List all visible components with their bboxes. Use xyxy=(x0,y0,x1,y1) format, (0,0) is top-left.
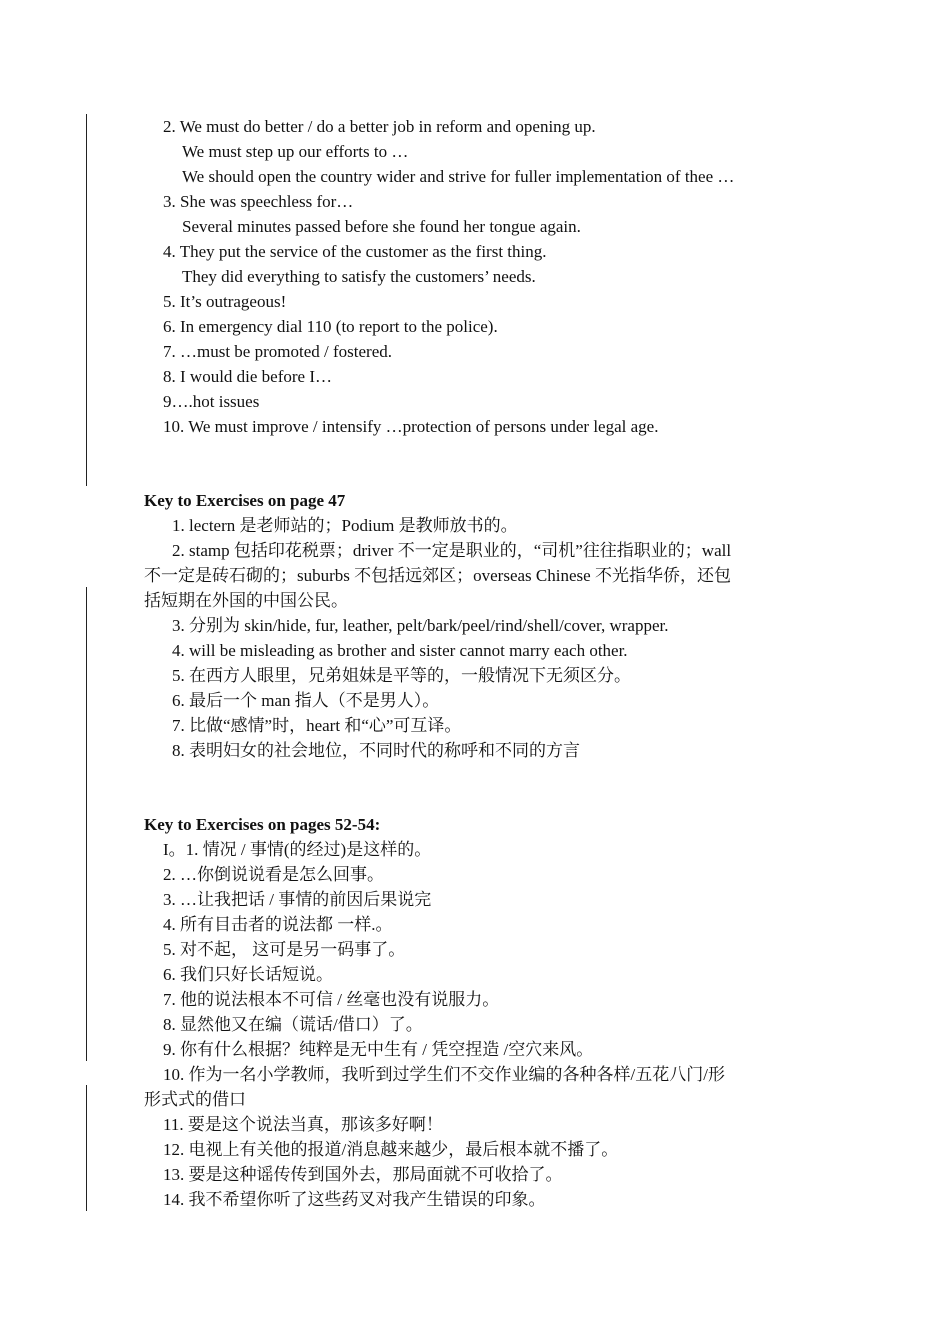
list-item: 8. I would die before I… xyxy=(163,367,333,386)
list-item: 6. 最后一个 man 指人（不是男人）。 xyxy=(172,691,440,710)
list-item: 不一定是砖石砌的；suburbs 不包括远郊区；overseas Chinese 不光指华侨，还包 xyxy=(144,566,731,585)
list-item: 2. stamp 包括印花税票；driver 不一定是职业的，“司机”往往指职业的；wall xyxy=(172,541,732,560)
list-item: They did everything to satisfy the customers’ needs. xyxy=(182,267,536,286)
section-heading: Key to Exercises on pages 52-54: xyxy=(144,815,381,834)
list-item: 5. 在西方人眼里，兄弟姐妹是平等的，一般情况下无须区分。 xyxy=(172,666,631,685)
list-item: We should open the country wider and strive for fuller implementation of thee … xyxy=(182,167,735,186)
list-item: 10. 作为一名小学教师，我听到过学生们不交作业编的各种各样/五花八门/形 xyxy=(163,1065,725,1084)
list-item: 8. 显然他又在编（谎话/借口）了。 xyxy=(163,1015,423,1034)
list-item: 10. We must improve / intensify …protection of persons under legal age. xyxy=(163,417,659,436)
list-item: Several minutes passed before she found her tongue again. xyxy=(182,217,581,236)
list-item: 3. She was speechless for… xyxy=(163,192,354,211)
list-item: 4. 所有目击者的说法都 一样.。 xyxy=(163,915,393,934)
margin-bar-2 xyxy=(86,587,87,1061)
list-item: 11. 要是这个说法当真，那该多好啊！ xyxy=(163,1115,443,1134)
list-item: 3. …让我把话 / 事情的前因后果说完 xyxy=(163,890,432,909)
list-item: 4. They put the service of the customer as the first thing. xyxy=(163,242,547,261)
list-item: We must step up our efforts to … xyxy=(182,142,409,161)
list-item: 5. 对不起， 这可是另一码事了。 xyxy=(163,940,406,959)
list-item: 13. 要是这种谣传传到国外去，那局面就不可收拾了。 xyxy=(163,1165,563,1184)
list-item: 2. We must do better / do a better job in reform and opening up. xyxy=(163,117,596,136)
list-item: 8. 表明妇女的社会地位，不同时代的称呼和不同的方言 xyxy=(172,741,580,760)
list-item: 2. …你倒说说看是怎么回事。 xyxy=(163,865,384,884)
list-item: 1. lectern 是老师站的；Podium 是教师放书的。 xyxy=(172,516,518,535)
margin-bar-3 xyxy=(86,1085,87,1211)
list-item: 3. 分别为 skin/hide, fur, leather, pelt/bark/peel/rind/shell/cover, wrapper. xyxy=(172,616,669,635)
list-item: 5. It’s outrageous! xyxy=(163,292,287,311)
list-item: 形式式的借口 xyxy=(144,1090,246,1109)
list-item: 9….hot issues xyxy=(163,392,260,411)
list-item: 6. 我们只好长话短说。 xyxy=(163,965,333,984)
section-heading: Key to Exercises on page 47 xyxy=(144,491,346,510)
list-item: 括短期在外国的中国公民。 xyxy=(144,591,348,610)
margin-bar-1 xyxy=(86,114,87,486)
list-item: 6. In emergency dial 110 (to report to the police). xyxy=(163,317,498,336)
list-item: 12. 电视上有关他的报道/消息越来越少，最后根本就不播了。 xyxy=(163,1140,619,1159)
list-item: 7. …must be promoted / fostered. xyxy=(163,342,392,361)
list-item: 9. 你有什么根据？纯粹是无中生有 / 凭空捏造 /空穴来风。 xyxy=(163,1040,594,1059)
list-item: 7. 比做“感情”时，heart 和“心”可互译。 xyxy=(172,716,462,735)
list-item: 7. 他的说法根本不可信 / 丝毫也没有说服力。 xyxy=(163,990,500,1009)
list-item: I。1. 情况 / 事情(的经过)是这样的。 xyxy=(163,840,432,859)
list-item: 14. 我不希望你听了这些药叉对我产生错误的印象。 xyxy=(163,1190,546,1209)
list-item: 4. will be misleading as brother and sister cannot marry each other. xyxy=(172,641,628,660)
